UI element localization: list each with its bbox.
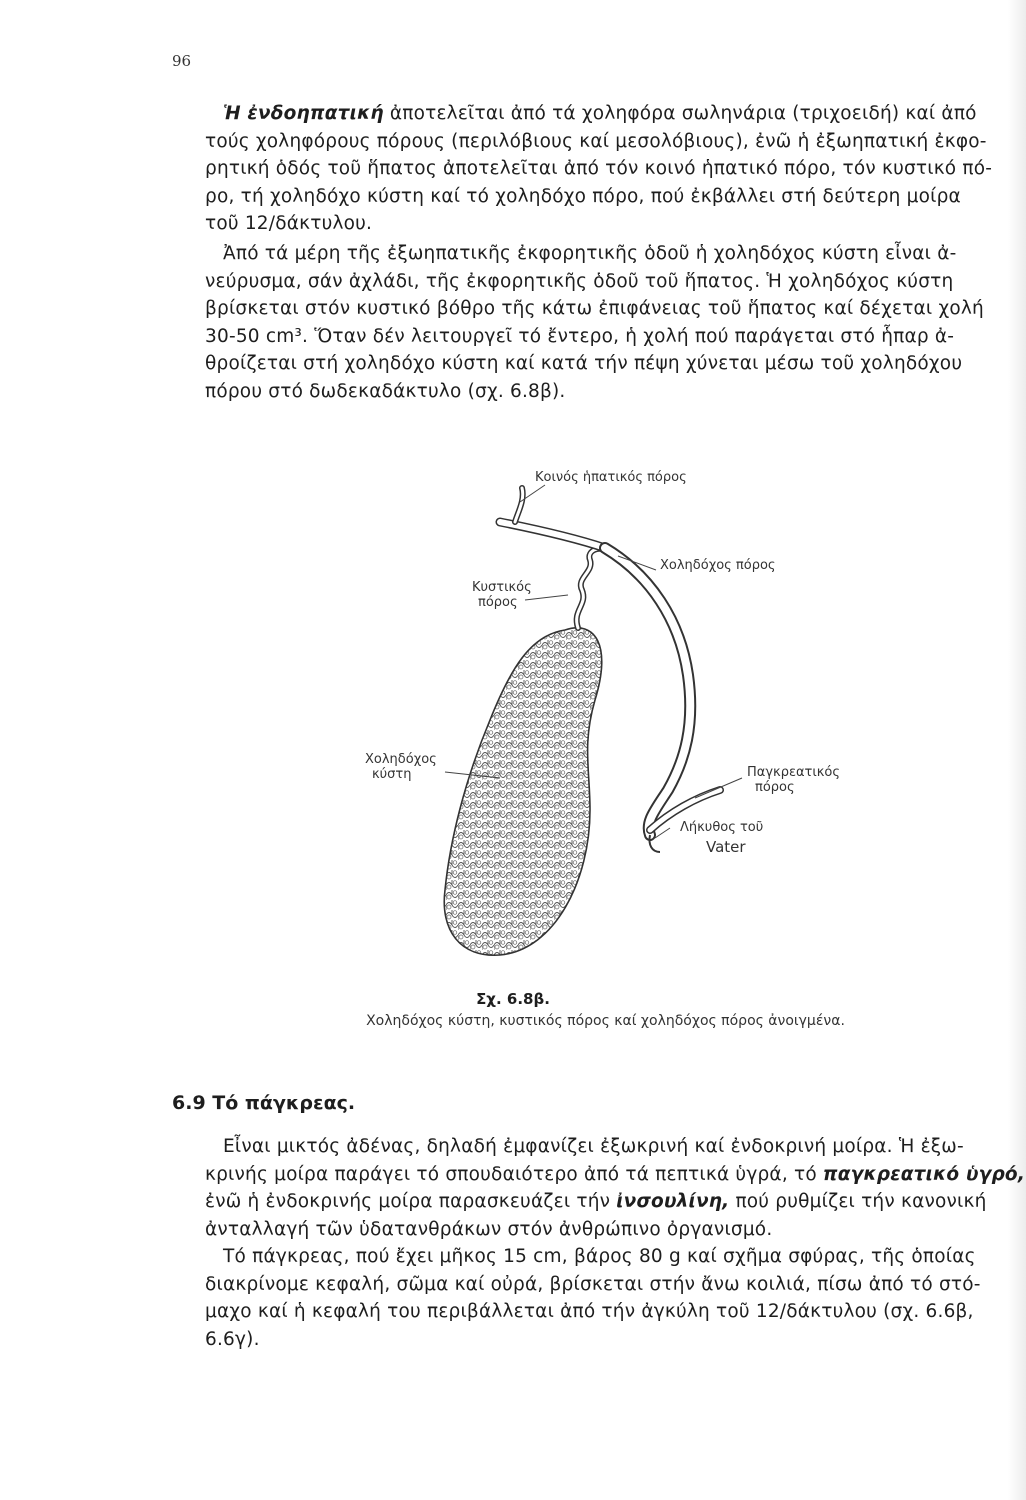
p4-line-2: διακρίνομε κεφαλή, σῶμα καί οὐρά, βρίσκεται στήν ἄνω κοιλιά, πίσω ἀπό τό στό- bbox=[205, 1273, 981, 1295]
label-ampulla-1: Λήκυθος τοῦ bbox=[680, 820, 764, 835]
label-cystic-duct-1: Κυστικός bbox=[472, 580, 532, 595]
text-line bbox=[205, 100, 977, 128]
figure-caption-number: Σχ. 6.8β. bbox=[476, 990, 550, 1008]
label-gallbladder-2: κύστη bbox=[372, 767, 412, 782]
pancreatic-juice-term: παγκρεατικό ὑγρό, bbox=[822, 1163, 1026, 1185]
intro-line-4: ρο, τή χοληδόχο κύστη καί τό χοληδόχο πόρο, πού ἐκβάλλει στή δεύτερη μοίρα bbox=[205, 185, 961, 207]
p3-line-4: ἀνταλλαγή τῶν ὑδατανθράκων στόν ἀνθρώπινο ὀργανισμό. bbox=[205, 1218, 773, 1240]
label-bile-duct: Χοληδόχος πόρος bbox=[660, 558, 776, 573]
label-common-hepatic-duct: Κοινός ἡπατικός πόρος bbox=[535, 470, 687, 485]
p2-line-3: βρίσκεται στόν κυστικό βόθρο τῆς κάτω ἐπιφάνειας τοῦ ἥπατος καί δέχεται χολή bbox=[205, 298, 984, 319]
insulin-term: ἰνσουλίνη, bbox=[616, 1191, 730, 1212]
intro-line-1: ἀποτελεῖται ἀπό τά χοληφόρα σωληνάρια (τριχοειδή) καί ἀπό bbox=[383, 103, 977, 124]
intro-line-2: τούς χοληφόρους πόρους (περιλόβιους καί μεσολόβιους), ἐνῶ ἡ ἐξωηπατική ἐκφο- bbox=[205, 130, 987, 152]
pancreas-paragraph-2 bbox=[205, 1243, 981, 1353]
p2-line-6: πόρου στό δωδεκαδάκτυλο (σχ. 6.8β). bbox=[205, 380, 566, 402]
text-line bbox=[205, 1161, 1026, 1189]
p3-line-1: Εἶναι μικτός ἀδένας, δηλαδή ἐμφανίζει ἐξωκρινή καί ἐνδοκρινή μοίρα. Ἡ ἐξω- bbox=[223, 1136, 964, 1157]
p2-line-4: 30-50 cm³. Ὅταν δέν λειτουργεῖ τό ἔντερο, ἡ χολή πού παράγεται στό ἧπαρ ἀ- bbox=[205, 325, 955, 347]
gallbladder-illustration bbox=[350, 460, 850, 980]
bile-duct bbox=[605, 548, 690, 835]
p2-line-5: θροίζεται στή χοληδόχο κύστη καί κατά τήν πέψη χύνεται μέσω τοῦ χοληδόχου bbox=[205, 353, 963, 374]
gallbladder-shape bbox=[444, 628, 602, 955]
p4-line-4: 6.6γ). bbox=[205, 1328, 260, 1350]
p4-line-3: μαχο καί ἡ κεφαλή του περιβάλλεται ἀπό τήν ἀγκύλη τοῦ 12/δάκτυλου (σχ. 6.6β, bbox=[205, 1301, 974, 1322]
section-heading: 6.9 Τό πάγκρεας. bbox=[172, 1092, 356, 1114]
label-gallbladder-1: Χοληδόχος bbox=[365, 752, 437, 767]
label-pancreatic-duct-2: πόρος bbox=[755, 780, 795, 795]
figure-caption-text: Χοληδόχος κύστη, κυστικός πόρος καί χοληδόχος πόρος ἀνοιγμένα. bbox=[366, 1013, 845, 1029]
pancreas-paragraph-1 bbox=[205, 1133, 1026, 1243]
intro-term: Ἡ ἐνδοηπατική bbox=[223, 103, 384, 124]
intro-paragraph bbox=[205, 100, 993, 238]
intro-line-3: ρητική ὁδός τοῦ ἥπατος ἀποτελεῖται ἀπό τόν κοινό ἡπατικό πόρο, τόν κυστικό πό- bbox=[205, 158, 993, 179]
gallbladder-paragraph bbox=[205, 240, 984, 405]
p4-line-1: Τό πάγκρεας, πού ἔχει μῆκος 15 cm, βάρος 80 g καί σχῆμα σφύρας, τῆς ὁποίας bbox=[223, 1246, 976, 1267]
page-number: 96 bbox=[172, 52, 192, 70]
gallbladder-figure bbox=[350, 460, 850, 980]
p3-line-3b: πού ρυθμίζει τήν κανονική bbox=[729, 1191, 987, 1212]
text-line bbox=[205, 1188, 987, 1216]
p3-line-2a: κρινής μοίρα παράγει τό σπουδαιότερο ἀπό τά πεπτικά ὑγρά, τό bbox=[205, 1163, 823, 1185]
label-pancreatic-duct-1: Παγκρεατικός bbox=[747, 765, 841, 780]
p2-line-2: νεύρυσμα, σάν ἀχλάδι, τῆς ἐκφορητικῆς ὁδοῦ τοῦ ἥπατος. Ἡ χοληδόχος κύστη bbox=[205, 270, 954, 292]
p2-line-1: Ἀπό τά μέρη τῆς ἐξωηπατικῆς ἐκφορητικῆς ὁδοῦ ἡ χοληδόχος κύστη εἶναι ἀ- bbox=[223, 243, 957, 264]
label-cystic-duct-2: πόρος bbox=[478, 595, 518, 610]
intro-line-5: τοῦ 12/δάκτυλου. bbox=[205, 213, 373, 234]
scan-edge-shadow bbox=[1008, 0, 1026, 1500]
label-ampulla-2: Vater bbox=[706, 838, 746, 856]
p3-line-3a: ἐνῶ ἡ ἐνδοκρινής μοίρα παρασκευάζει τήν bbox=[205, 1191, 617, 1212]
